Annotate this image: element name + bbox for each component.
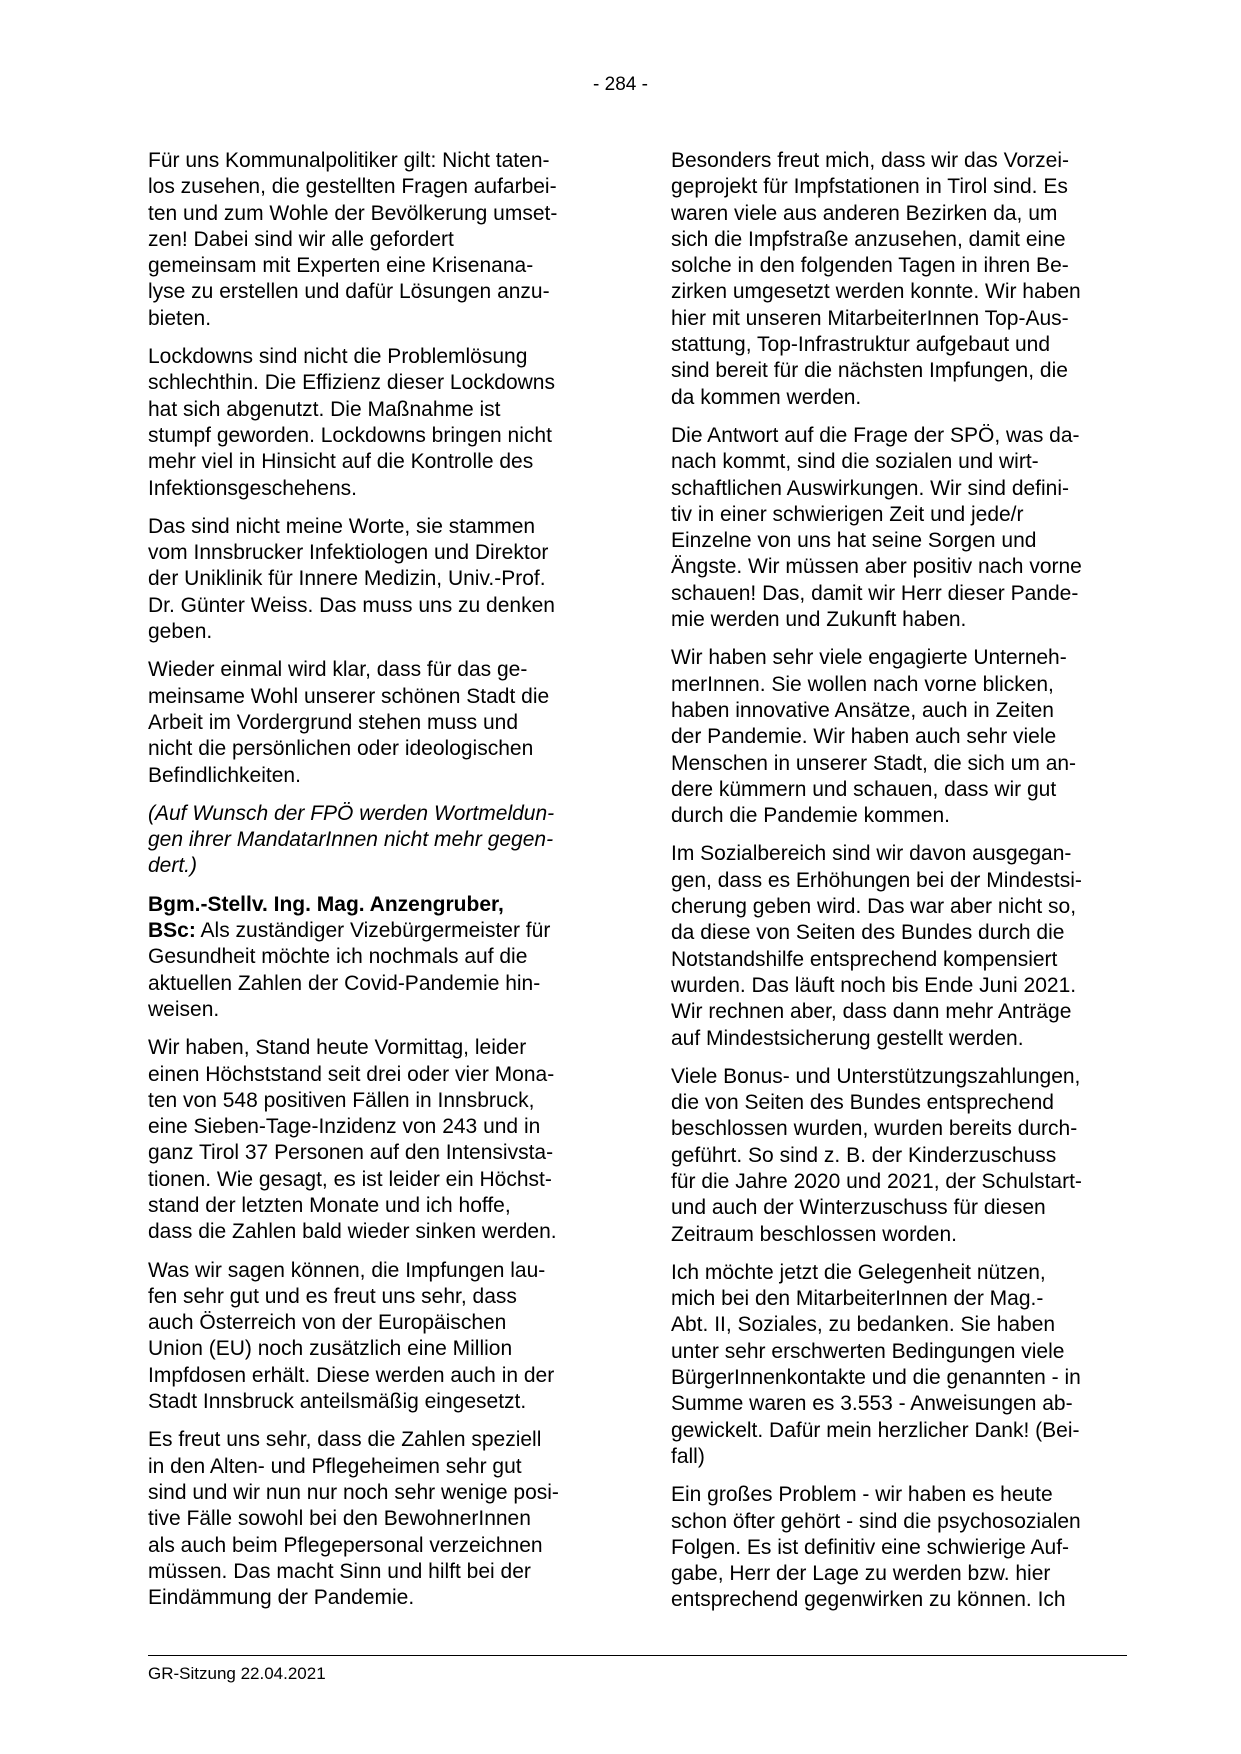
text-line: Impfdosen erhält. Diese werden auch in der: [148, 1363, 555, 1387]
text-line: lyse zu erstellen und dafür Lösungen anzu-: [148, 280, 550, 304]
text-line: dere kümmern und schauen, dass wir gut: [671, 777, 1057, 801]
text-line: Wieder einmal wird klar, dass für das ge-: [148, 658, 528, 682]
text-line: Union (EU) noch zusätzlich eine Million: [148, 1337, 513, 1361]
text-line: BürgerInnenkontakte und die genannten - in: [671, 1366, 1081, 1390]
text-line: da diese von Seiten des Bundes durch die: [671, 921, 1065, 945]
text-line: mich bei den MitarbeiterInnen der Mag.-: [671, 1287, 1044, 1311]
speaker-name-suffix: BSc:: [148, 919, 196, 943]
text-line: hat sich abgenutzt. Die Maßnahme ist: [148, 397, 501, 421]
text-line: stumpf geworden. Lockdowns bringen nicht: [148, 423, 552, 447]
text-line: Für uns Kommunalpolitiker gilt: Nicht taten-: [148, 149, 550, 172]
paragraph: [671, 148, 1119, 411]
text-line: merInnen. Sie wollen nach vorne blicken,: [671, 672, 1054, 696]
text-line: zirken umgesetzt werden konnte. Wir haben: [671, 280, 1081, 304]
text-line: Wir haben sehr viele engagierte Unterneh-: [671, 646, 1067, 670]
text-line: Es freut uns sehr, dass die Zahlen speziell: [148, 1428, 542, 1452]
paragraph: [148, 657, 596, 788]
paragraph: [148, 1035, 596, 1245]
text-line: schauen! Das, damit wir Herr dieser Pande-: [671, 581, 1079, 605]
paragraph: [671, 1064, 1119, 1248]
text-line: stattung, Top-Infrastruktur aufgebaut und: [671, 333, 1051, 357]
text-line: fen sehr gut und es freut uns sehr, dass: [148, 1284, 517, 1308]
text-line: wurden. Das läuft noch bis Ende Juni 2021.: [671, 973, 1077, 997]
text-line: tionen. Wie gesagt, es ist leider ein Höchst-: [148, 1167, 552, 1191]
text-line: mehr viel in Hinsicht auf die Kontrolle des: [148, 450, 534, 474]
text-line: vom Innsbrucker Infektiologen und Direktor: [148, 541, 549, 565]
text-line: geben.: [148, 620, 213, 644]
text-line: durch die Pandemie kommen.: [671, 804, 950, 828]
paragraph: [671, 645, 1119, 829]
paragraph: [148, 1258, 596, 1416]
text-line: eine Sieben-Tage-Inzidenz von 243 und in: [148, 1115, 541, 1139]
text-line: Ängste. Wir müssen aber positiv nach vorne: [671, 555, 1082, 579]
text-line: mie werden und Zukunft haben.: [671, 608, 967, 632]
text-line: gemeinsam mit Experten eine Krisenana-: [148, 254, 534, 278]
text-line: ten von 548 positiven Fällen in Innsbruck,: [148, 1088, 535, 1112]
speaker-text: [148, 919, 550, 1021]
text-line: Befindlichkeiten.: [148, 763, 301, 787]
text-line: Besonders freut mich, dass wir das Vorzei-: [671, 149, 1069, 172]
text-line: der Pandemie. Wir haben auch sehr viele: [671, 725, 1057, 749]
text-line: Arbeit im Vordergrund stehen muss und: [148, 710, 519, 734]
text-line: waren viele aus anderen Bezirken da, um: [671, 201, 1058, 225]
text-line: als auch beim Pflegepersonal verzeichnen: [148, 1533, 543, 1557]
text-line: Als zuständiger Vizebürgermeister für: [195, 919, 551, 943]
text-line: Zeitraum beschlossen worden.: [671, 1222, 957, 1246]
text-line: in den Alten- und Pflegeheimen sehr gut: [148, 1454, 522, 1478]
text-line: Die Antwort auf die Frage der SPÖ, was da-: [671, 423, 1080, 447]
text-line: gen ihrer MandatarInnen nicht mehr gegen-: [148, 828, 554, 852]
text-line: Stadt Innsbruck anteilsmäßig eingesetzt.: [148, 1390, 527, 1414]
editorial-note: [148, 801, 596, 880]
text-line: dass die Zahlen bald wieder sinken werden.: [148, 1220, 557, 1244]
text-line: los zusehen, die gestellten Fragen aufarbei-: [148, 175, 557, 199]
text-line: sich die Impfstraße anzusehen, damit eine: [671, 227, 1066, 251]
speaker-paragraph: [148, 892, 596, 1023]
text-line: nach kommt, sind die sozialen und wirt-: [671, 450, 1039, 474]
text-line: die von Seiten des Bundes entsprechend: [671, 1091, 1054, 1115]
text-line: tiv in einer schwierigen Zeit und jede/r: [671, 502, 1024, 526]
text-line: Wir haben, Stand heute Vormittag, leider: [148, 1036, 527, 1060]
text-line: Folgen. Es ist definitiv eine schwierige Auf-: [671, 1535, 1070, 1559]
text-line: schaftlichen Auswirkungen. Wir sind defini-: [671, 476, 1070, 500]
text-line: Viele Bonus- und Unterstützungszahlungen,: [671, 1064, 1081, 1088]
speaker-name: Bgm.-Stellv. Ing. Mag. Anzengruber,: [148, 892, 504, 916]
text-line: stand der letzten Monate und ich hoffe,: [148, 1193, 511, 1217]
text-line: Wir rechnen aber, dass dann mehr Anträge: [671, 1000, 1072, 1024]
text-line: beschlossen wurden, wurden bereits durch-: [671, 1117, 1078, 1141]
text-line: geführt. So sind z. B. der Kinderzuschuss: [671, 1143, 1057, 1167]
text-line: Dr. Günter Weiss. Das muss uns zu denken: [148, 593, 555, 617]
text-line: bieten.: [148, 306, 212, 330]
paragraph: [148, 344, 596, 502]
text-line: ganz Tirol 37 Personen auf den Intensivsta-: [148, 1141, 554, 1165]
paragraph: [671, 423, 1119, 633]
text-line: entsprechend gegenwirken zu können. Ich: [671, 1588, 1066, 1612]
text-line: schlechthin. Die Effizienz dieser Lockdowns: [148, 371, 555, 395]
text-line: Einzelne von uns hat seine Sorgen und: [671, 529, 1037, 553]
text-line: gabe, Herr der Lage zu werden bzw. hier: [671, 1562, 1051, 1586]
text-line: aktuellen Zahlen der Covid-Pandemie hin-: [148, 971, 541, 995]
text-line: solche in den folgenden Tagen in ihren Be-: [671, 254, 1069, 278]
text-line: dert.): [148, 854, 198, 878]
footer-divider: [148, 1655, 1127, 1656]
text-line: zen! Dabei sind wir alle gefordert: [148, 227, 454, 251]
paragraph: [148, 514, 596, 645]
paragraph: [671, 1482, 1119, 1613]
text-line: schon öfter gehört - sind die psychosozialen: [671, 1509, 1081, 1533]
text-line: hier mit unseren MitarbeiterInnen Top-Aus-: [671, 306, 1069, 330]
text-line: Notstandshilfe entsprechend kompensiert: [671, 947, 1058, 971]
text-line: Abt. II, Soziales, zu bedanken. Sie haben: [671, 1313, 1056, 1337]
text-line: gewickelt. Dafür mein herzlicher Dank! (Bei-: [671, 1418, 1080, 1442]
text-line: meinsame Wohl unserer schönen Stadt die: [148, 684, 550, 708]
text-line: einen Höchststand seit drei oder vier Mona-: [148, 1062, 555, 1086]
text-line: Gesundheit möchte ich nochmals auf die: [148, 945, 528, 969]
text-line: weisen.: [148, 997, 220, 1021]
paragraph: [671, 1260, 1119, 1470]
text-line: für die Jahre 2020 und 2021, der Schulstart-: [671, 1169, 1082, 1193]
text-line: Was wir sagen können, die Impfungen lau-: [148, 1258, 546, 1282]
right-column: [671, 148, 1119, 1626]
text-line: unter sehr erschwerten Bedingungen viele: [671, 1339, 1065, 1363]
paragraph: [148, 148, 596, 332]
text-line: auf Mindestsicherung gestellt werden.: [671, 1026, 1024, 1050]
paragraph: [671, 841, 1119, 1051]
text-line: müssen. Das macht Sinn und hilft bei der: [148, 1559, 531, 1583]
text-line: Summe waren es 3.553 - Anweisungen ab-: [671, 1392, 1073, 1416]
text-line: Im Sozialbereich sind wir davon ausgegan-: [671, 842, 1072, 866]
page-number: - 284 -: [593, 74, 648, 95]
text-line: und auch der Winterzuschuss für diesen: [671, 1196, 1046, 1220]
text-line: gen, dass es Erhöhungen bei der Mindestsi-: [671, 868, 1082, 892]
text-line: fall): [671, 1444, 705, 1468]
text-line: nicht die persönlichen oder ideologischen: [148, 737, 534, 761]
text-line: haben innovative Ansätze, auch in Zeiten: [671, 698, 1054, 722]
text-line: (Auf Wunsch der FPÖ werden Wortmeldun-: [148, 801, 555, 825]
text-line: Das sind nicht meine Worte, sie stammen: [148, 514, 536, 538]
text-line: Menschen in unserer Stadt, die sich um an-: [671, 751, 1077, 775]
text-line: Eindämmung der Pandemie.: [148, 1586, 415, 1610]
text-line: da kommen werden.: [671, 385, 862, 409]
text-line: Lockdowns sind nicht die Problemlösung: [148, 345, 528, 369]
text-line: Ich möchte jetzt die Gelegenheit nützen,: [671, 1260, 1046, 1284]
text-line: der Uniklinik für Innere Medizin, Univ.-Prof.: [148, 567, 546, 591]
text-line: cherung geben wird. Das war aber nicht so,: [671, 895, 1077, 919]
text-line: sind bereit für die nächsten Impfungen, die: [671, 359, 1068, 383]
text-line: ten und zum Wohle der Bevölkerung umset-: [148, 201, 558, 225]
text-line: geprojekt für Impfstationen in Tirol sind. Es: [671, 175, 1068, 199]
left-column: [148, 148, 596, 1623]
text-line: auch Österreich von der Europäischen: [148, 1311, 507, 1335]
footer-session-date: GR-Sitzung 22.04.2021: [148, 1664, 326, 1683]
text-line: Infektionsgeschehens.: [148, 476, 357, 500]
text-line: sind und wir nun nur noch sehr wenige posi-: [148, 1480, 559, 1504]
text-line: tive Fälle sowohl bei den BewohnerInnen: [148, 1507, 531, 1531]
paragraph: [148, 1427, 596, 1611]
text-line: Ein großes Problem - wir haben es heute: [671, 1483, 1053, 1507]
